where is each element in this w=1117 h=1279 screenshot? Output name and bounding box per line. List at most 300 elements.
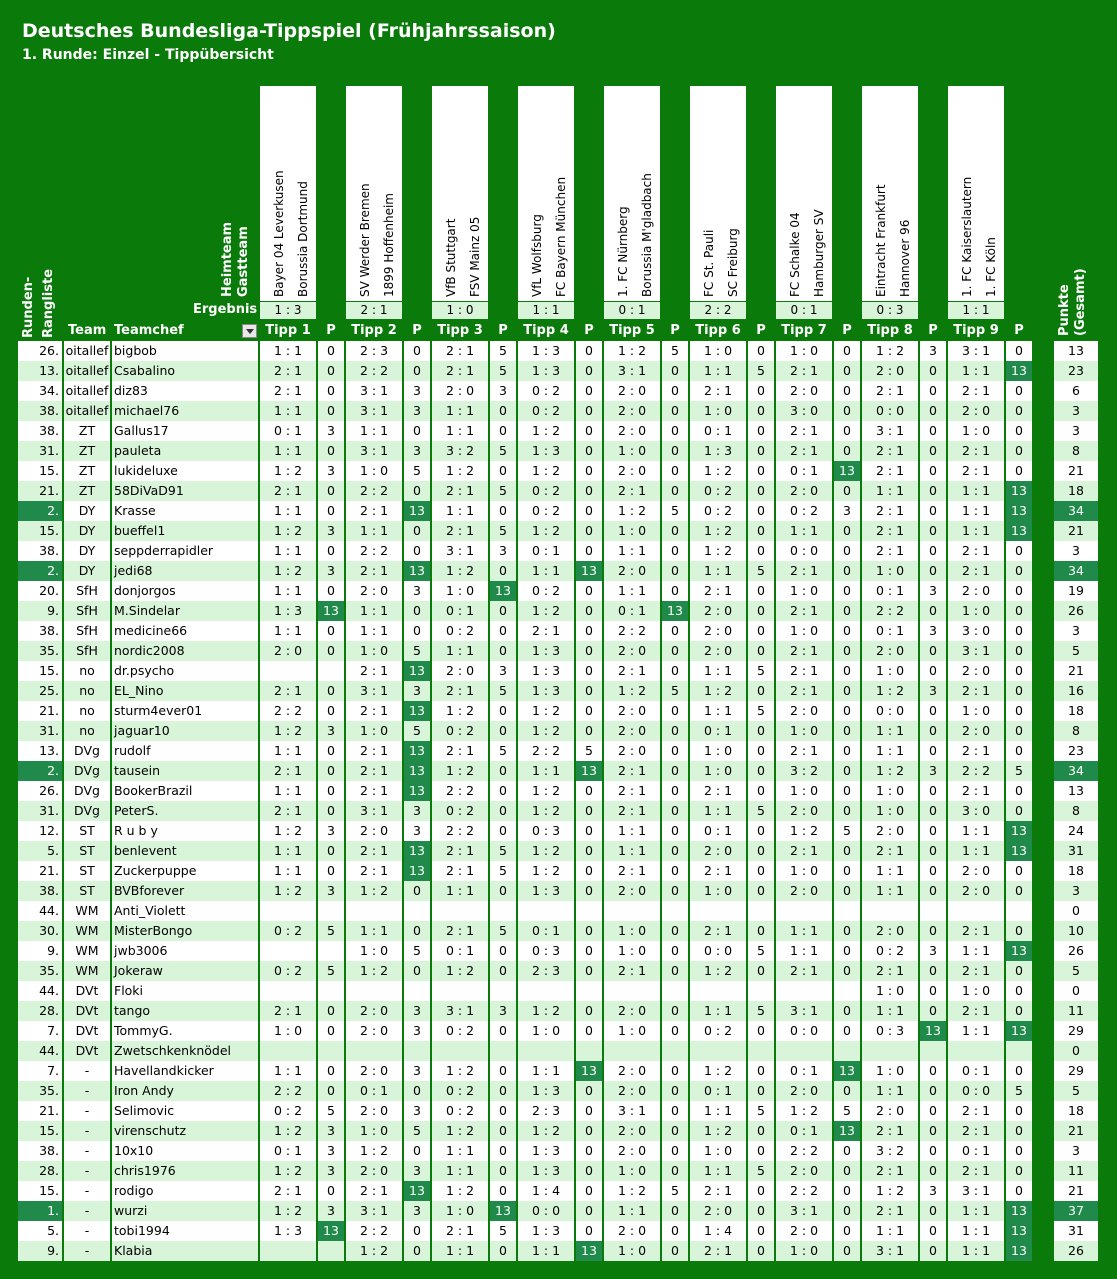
team-cell: oitallef bbox=[64, 401, 110, 421]
points-cell: 0 bbox=[748, 841, 774, 861]
points-cell: 0 bbox=[748, 1061, 774, 1081]
tipp-cell: 2 : 1 bbox=[604, 661, 660, 681]
points-cell: 3 bbox=[920, 941, 946, 961]
points-cell: 0 bbox=[1006, 881, 1032, 901]
tipp-cell: 1 : 2 bbox=[260, 1201, 316, 1221]
team-cell: DY bbox=[64, 521, 110, 541]
tipp-cell bbox=[260, 661, 316, 681]
tipp-cell: 1 : 1 bbox=[346, 621, 402, 641]
tipp-cell: 1 : 1 bbox=[260, 401, 316, 421]
rank-cell: 15. bbox=[18, 661, 62, 681]
total-points-cell: 34 bbox=[1054, 561, 1098, 581]
points-cell: 0 bbox=[748, 601, 774, 621]
points-cell: 0 bbox=[318, 761, 344, 781]
tipp-cell: 1 : 1 bbox=[948, 521, 1004, 541]
teamchef-cell: medicine66 bbox=[112, 621, 258, 641]
teamchef-cell: Havellandkicker bbox=[112, 1061, 258, 1081]
team-cell: DVt bbox=[64, 1041, 110, 1061]
table-row bbox=[18, 441, 1098, 461]
tipp-cell: 2 : 1 bbox=[948, 781, 1004, 801]
tipp-cell: 1 : 2 bbox=[518, 421, 574, 441]
away-team-name: FC Bayern München bbox=[554, 176, 568, 297]
points-cell bbox=[748, 1041, 774, 1061]
tipp-cell: 0 : 0 bbox=[862, 401, 918, 421]
team-cell: no bbox=[64, 681, 110, 701]
points-cell: 5 bbox=[404, 461, 430, 481]
tipp-cell: 3 : 1 bbox=[346, 441, 402, 461]
tipp-cell: 2 : 2 bbox=[346, 541, 402, 561]
rank-cell: 25. bbox=[18, 681, 62, 701]
points-cell: 3 bbox=[404, 441, 430, 461]
tipp-cell: 1 : 0 bbox=[604, 441, 660, 461]
tipp-cell: 0 : 2 bbox=[862, 941, 918, 961]
total-points-cell: 5 bbox=[1054, 1081, 1098, 1101]
teamchef-cell: PeterS. bbox=[112, 801, 258, 821]
tipp-cell: 1 : 2 bbox=[690, 1061, 746, 1081]
teamchef-cell: dr.psycho bbox=[112, 661, 258, 681]
tipp-cell bbox=[518, 981, 574, 1001]
rank-cell: 21. bbox=[18, 1101, 62, 1121]
points-cell: 0 bbox=[748, 501, 774, 521]
tipp-cell: 1 : 2 bbox=[518, 601, 574, 621]
tipp-cell: 0 : 1 bbox=[346, 1081, 402, 1101]
tipp-cell: 2 : 2 bbox=[518, 741, 574, 761]
rank-cell: 7. bbox=[18, 1021, 62, 1041]
tipp-cell: 1 : 2 bbox=[690, 961, 746, 981]
points-cell: 0 bbox=[834, 701, 860, 721]
ergebnis-label: Ergebnis bbox=[193, 302, 258, 317]
points-cell: 0 bbox=[834, 1241, 860, 1261]
tipp-cell: 3 : 1 bbox=[432, 541, 488, 561]
points-cell: 0 bbox=[748, 741, 774, 761]
tipp-cell bbox=[432, 901, 488, 921]
points-cell: 0 bbox=[662, 1081, 688, 1101]
team-cell: WM bbox=[64, 921, 110, 941]
total-points-cell: 16 bbox=[1054, 681, 1098, 701]
tipp-cell: 2 : 0 bbox=[604, 1121, 660, 1141]
points-cell: 0 bbox=[834, 1141, 860, 1161]
points-cell: 0 bbox=[920, 401, 946, 421]
table-row bbox=[18, 1101, 1098, 1121]
points-cell bbox=[662, 981, 688, 1001]
home-team-name: 1. FC Nürnberg bbox=[616, 206, 630, 297]
game-result: 0 : 1 bbox=[776, 302, 832, 319]
points-cell: 13 bbox=[404, 561, 430, 581]
tipp-cell: 3 : 1 bbox=[948, 641, 1004, 661]
points-cell: 0 bbox=[318, 801, 344, 821]
tipp-cell: 1 : 0 bbox=[690, 761, 746, 781]
tipp-cell: 2 : 1 bbox=[776, 641, 832, 661]
tipp-cell: 0 : 2 bbox=[260, 1101, 316, 1121]
game-result: 1 : 1 bbox=[518, 302, 574, 319]
tipp-cell bbox=[346, 901, 402, 921]
total-points-cell: 5 bbox=[1054, 961, 1098, 981]
points-cell: 0 bbox=[748, 1021, 774, 1041]
total-points-cell: 13 bbox=[1054, 781, 1098, 801]
teamchef-filter-dropdown-button[interactable] bbox=[242, 324, 257, 338]
points-cell: 0 bbox=[576, 481, 602, 501]
points-column-header: P bbox=[412, 323, 422, 338]
tipp-cell: 1 : 0 bbox=[948, 701, 1004, 721]
tipp-cell: 3 : 1 bbox=[776, 1001, 832, 1021]
home-team-name: FC St. Pauli bbox=[702, 229, 716, 297]
table-row bbox=[18, 981, 1098, 1001]
tipp-cell: 1 : 1 bbox=[432, 1241, 488, 1261]
table-row bbox=[18, 1121, 1098, 1141]
points-cell: 0 bbox=[318, 361, 344, 381]
points-cell: 3 bbox=[404, 581, 430, 601]
team-cell: ST bbox=[64, 821, 110, 841]
rank-cell: 38. bbox=[18, 541, 62, 561]
tipp-cell: 2 : 1 bbox=[948, 741, 1004, 761]
points-cell: 0 bbox=[576, 841, 602, 861]
tipp-cell: 2 : 0 bbox=[346, 1161, 402, 1181]
teamchef-cell: donjorgos bbox=[112, 581, 258, 601]
points-cell: 0 bbox=[576, 781, 602, 801]
tipp-cell: 1 : 0 bbox=[346, 721, 402, 741]
points-cell: 0 bbox=[920, 721, 946, 741]
points-cell: 5 bbox=[404, 641, 430, 661]
points-cell: 0 bbox=[404, 341, 430, 361]
points-cell: 0 bbox=[1006, 681, 1032, 701]
team-cell: DVg bbox=[64, 741, 110, 761]
tipp-cell: 1 : 2 bbox=[260, 821, 316, 841]
team-cell: SfH bbox=[64, 641, 110, 661]
tipp-cell: 2 : 0 bbox=[604, 641, 660, 661]
points-cell: 5 bbox=[748, 561, 774, 581]
points-cell: 0 bbox=[834, 621, 860, 641]
points-cell: 0 bbox=[576, 641, 602, 661]
away-team-name: Hamburger SV bbox=[812, 209, 826, 297]
table-row bbox=[18, 1041, 1098, 1061]
tipp-cell: 2 : 1 bbox=[690, 581, 746, 601]
tipp-cell: 1 : 0 bbox=[862, 801, 918, 821]
tipp-cell: 1 : 1 bbox=[260, 581, 316, 601]
tipp-cell: 2 : 1 bbox=[432, 481, 488, 501]
points-cell: 0 bbox=[748, 521, 774, 541]
points-cell: 0 bbox=[920, 861, 946, 881]
points-cell: 3 bbox=[318, 721, 344, 741]
teamchef-cell: tobi1994 bbox=[112, 1221, 258, 1241]
points-cell: 13 bbox=[834, 1061, 860, 1081]
tipp-cell: 2 : 0 bbox=[604, 721, 660, 741]
heimteam-label: Heimteam bbox=[220, 221, 235, 297]
points-cell bbox=[576, 981, 602, 1001]
points-cell: 0 bbox=[920, 1081, 946, 1101]
tipp-cell: 1 : 2 bbox=[346, 961, 402, 981]
tipp-cell bbox=[518, 1041, 574, 1061]
team-cell: DVg bbox=[64, 801, 110, 821]
tipp-cell: 2 : 0 bbox=[776, 1221, 832, 1241]
rank-cell: 38. bbox=[18, 881, 62, 901]
tipp-cell: 2 : 1 bbox=[432, 1221, 488, 1241]
tipp-cell: 1 : 1 bbox=[260, 541, 316, 561]
tipp-cell bbox=[260, 941, 316, 961]
tipp-cell: 2 : 0 bbox=[776, 1081, 832, 1101]
tipp-cell: 0 : 2 bbox=[432, 1081, 488, 1101]
points-cell: 13 bbox=[404, 781, 430, 801]
points-cell: 0 bbox=[318, 1021, 344, 1041]
tipp-cell: 2 : 0 bbox=[690, 601, 746, 621]
points-cell: 0 bbox=[834, 801, 860, 821]
points-cell: 0 bbox=[748, 881, 774, 901]
tipp-cell: 1 : 3 bbox=[518, 641, 574, 661]
tipp-cell: 0 : 2 bbox=[432, 721, 488, 741]
points-cell: 0 bbox=[834, 341, 860, 361]
tipp-cell: 2 : 0 bbox=[776, 381, 832, 401]
table-row bbox=[18, 721, 1098, 741]
points-cell: 0 bbox=[1006, 721, 1032, 741]
tipp-cell: 2 : 1 bbox=[862, 1121, 918, 1141]
table-row bbox=[18, 781, 1098, 801]
points-cell: 0 bbox=[576, 721, 602, 741]
tipp-cell: 3 : 1 bbox=[346, 681, 402, 701]
points-cell: 5 bbox=[1006, 761, 1032, 781]
tipp-cell bbox=[776, 981, 832, 1001]
tipp-cell: 1 : 0 bbox=[862, 1061, 918, 1081]
points-cell: 0 bbox=[1006, 581, 1032, 601]
points-cell: 0 bbox=[920, 741, 946, 761]
teamchef-cell: MisterBongo bbox=[112, 921, 258, 941]
team-cell: - bbox=[64, 1061, 110, 1081]
points-cell: 3 bbox=[490, 381, 516, 401]
tipp-cell: 1 : 2 bbox=[432, 701, 488, 721]
tipp-cell: 1 : 1 bbox=[604, 1201, 660, 1221]
team-cell: no bbox=[64, 721, 110, 741]
points-cell: 0 bbox=[920, 1161, 946, 1181]
tipp-cell: 1 : 2 bbox=[518, 861, 574, 881]
tipp-cell: 2 : 0 bbox=[862, 1101, 918, 1121]
points-cell: 13 bbox=[576, 1241, 602, 1261]
team-cell: - bbox=[64, 1181, 110, 1201]
tipp-cell: 2 : 1 bbox=[948, 441, 1004, 461]
points-cell: 0 bbox=[920, 541, 946, 561]
points-cell: 0 bbox=[318, 381, 344, 401]
points-cell: 0 bbox=[834, 921, 860, 941]
tipp-cell: 1 : 2 bbox=[862, 681, 918, 701]
tipp-cell: 3 : 2 bbox=[776, 761, 832, 781]
tipp-cell: 1 : 2 bbox=[260, 561, 316, 581]
tipp-cell: 0 : 1 bbox=[690, 821, 746, 841]
points-cell: 3 bbox=[490, 541, 516, 561]
tipp-cell: 1 : 2 bbox=[690, 681, 746, 701]
tipp-cell: 1 : 3 bbox=[690, 441, 746, 461]
points-cell: 0 bbox=[490, 941, 516, 961]
game-result: 1 : 0 bbox=[432, 302, 488, 319]
points-cell: 0 bbox=[920, 521, 946, 541]
points-cell: 0 bbox=[490, 1021, 516, 1041]
tipp-cell: 2 : 0 bbox=[690, 641, 746, 661]
total-points-cell: 21 bbox=[1054, 1121, 1098, 1141]
tipp-cell: 2 : 0 bbox=[948, 661, 1004, 681]
points-cell: 0 bbox=[318, 501, 344, 521]
tipp-cell: 1 : 0 bbox=[346, 1121, 402, 1141]
points-cell: 0 bbox=[490, 401, 516, 421]
points-cell: 0 bbox=[834, 861, 860, 881]
tipp-cell: 2 : 0 bbox=[604, 1141, 660, 1161]
points-cell: 0 bbox=[404, 421, 430, 441]
total-points-cell: 18 bbox=[1054, 481, 1098, 501]
rank-cell: 13. bbox=[18, 741, 62, 761]
tipp-cell: 1 : 1 bbox=[948, 941, 1004, 961]
rank-cell: 21. bbox=[18, 481, 62, 501]
tipp-cell: 2 : 0 bbox=[690, 1201, 746, 1221]
points-cell: 13 bbox=[576, 761, 602, 781]
points-cell: 0 bbox=[404, 1141, 430, 1161]
points-cell: 0 bbox=[576, 701, 602, 721]
teamchef-cell: M.Sindelar bbox=[112, 601, 258, 621]
team-cell: DVt bbox=[64, 1001, 110, 1021]
tipp-cell: 2 : 0 bbox=[604, 1061, 660, 1081]
teamchef-cell: Gallus17 bbox=[112, 421, 258, 441]
tipp-cell: 2 : 0 bbox=[604, 701, 660, 721]
tipp-cell: 2 : 1 bbox=[346, 561, 402, 581]
points-cell: 0 bbox=[834, 841, 860, 861]
tipp-cell bbox=[690, 1041, 746, 1061]
points-cell bbox=[490, 981, 516, 1001]
game-result: 2 : 1 bbox=[346, 302, 402, 319]
tipp-cell: 2 : 1 bbox=[260, 481, 316, 501]
tipp-cell: 2 : 1 bbox=[862, 961, 918, 981]
points-cell: 13 bbox=[662, 601, 688, 621]
tipp-cell: 2 : 2 bbox=[948, 761, 1004, 781]
points-cell: 0 bbox=[834, 521, 860, 541]
points-cell: 0 bbox=[318, 701, 344, 721]
tipp-cell: 1 : 2 bbox=[518, 781, 574, 801]
tipp-cell: 1 : 0 bbox=[604, 1021, 660, 1041]
tipp-cell: 2 : 1 bbox=[604, 761, 660, 781]
tipp-cell: 0 : 0 bbox=[862, 701, 918, 721]
points-cell: 0 bbox=[490, 1121, 516, 1141]
tipp-cell: 1 : 2 bbox=[518, 841, 574, 861]
points-column-header: P bbox=[584, 323, 594, 338]
points-cell: 0 bbox=[834, 961, 860, 981]
tipp-cell: 3 : 1 bbox=[862, 1241, 918, 1261]
tipp-cell: 1 : 0 bbox=[346, 461, 402, 481]
team-cell: SfH bbox=[64, 601, 110, 621]
tipp-cell: 2 : 1 bbox=[776, 441, 832, 461]
points-cell: 0 bbox=[1006, 781, 1032, 801]
points-cell: 0 bbox=[920, 1241, 946, 1261]
points-cell: 0 bbox=[576, 1201, 602, 1221]
points-cell: 13 bbox=[1006, 521, 1032, 541]
tipp-cell: 1 : 0 bbox=[948, 601, 1004, 621]
tipp-cell: 1 : 1 bbox=[948, 821, 1004, 841]
tipp-cell: 2 : 2 bbox=[776, 1141, 832, 1161]
total-points-cell: 0 bbox=[1054, 901, 1098, 921]
home-team-name: 1. FC Kaiserslautern bbox=[960, 176, 974, 297]
points-cell: 13 bbox=[920, 1021, 946, 1041]
team-cell: oitallef bbox=[64, 381, 110, 401]
tipp-cell: 3 : 1 bbox=[862, 421, 918, 441]
tipp-cell: 2 : 3 bbox=[518, 1101, 574, 1121]
table-row bbox=[18, 561, 1098, 581]
points-cell: 0 bbox=[834, 1001, 860, 1021]
points-cell: 0 bbox=[576, 341, 602, 361]
points-cell: 0 bbox=[318, 1081, 344, 1101]
points-cell: 0 bbox=[748, 1181, 774, 1201]
total-points-cell: 6 bbox=[1054, 381, 1098, 401]
tipp-cell: 1 : 0 bbox=[604, 1241, 660, 1261]
rank-cell: 21. bbox=[18, 701, 62, 721]
tipp-cell: 1 : 2 bbox=[518, 721, 574, 741]
rank-cell: 35. bbox=[18, 961, 62, 981]
tipp-cell: 1 : 1 bbox=[948, 841, 1004, 861]
points-cell: 0 bbox=[576, 661, 602, 681]
tipp-cell: 2 : 1 bbox=[690, 1241, 746, 1261]
total-points-cell: 3 bbox=[1054, 1141, 1098, 1161]
points-cell: 3 bbox=[318, 461, 344, 481]
tipp-cell: 0 : 2 bbox=[518, 481, 574, 501]
tipp-cell: 2 : 1 bbox=[346, 741, 402, 761]
points-column-header: P bbox=[326, 323, 336, 338]
team-cell: - bbox=[64, 1101, 110, 1121]
away-team-name: Borussia M'gladbach bbox=[640, 173, 654, 297]
tipp-cell: 2 : 0 bbox=[432, 381, 488, 401]
points-cell: 0 bbox=[490, 641, 516, 661]
points-cell: 0 bbox=[662, 921, 688, 941]
points-cell bbox=[1006, 901, 1032, 921]
tipp-cell: 0 : 1 bbox=[690, 1081, 746, 1101]
points-cell: 0 bbox=[662, 1121, 688, 1141]
points-cell: 13 bbox=[490, 1201, 516, 1221]
table-row bbox=[18, 1221, 1098, 1241]
tipp-cell: 2 : 1 bbox=[776, 681, 832, 701]
points-cell: 0 bbox=[1006, 1121, 1032, 1141]
points-column-header: P bbox=[756, 323, 766, 338]
teamchef-cell: tango bbox=[112, 1001, 258, 1021]
home-team-name: VfL Wolfsburg bbox=[530, 214, 544, 297]
points-cell: 0 bbox=[1006, 1141, 1032, 1161]
table-row bbox=[18, 921, 1098, 941]
points-cell: 0 bbox=[662, 641, 688, 661]
tipp-cell: 2 : 1 bbox=[948, 1001, 1004, 1021]
teamchef-cell: jedi68 bbox=[112, 561, 258, 581]
teamchef-cell: wurzi bbox=[112, 1201, 258, 1221]
tipp-cell: 1 : 1 bbox=[948, 481, 1004, 501]
tipp-cell: 1 : 2 bbox=[862, 341, 918, 361]
rank-cell: 7. bbox=[18, 1061, 62, 1081]
tipp-cell: 1 : 0 bbox=[776, 1241, 832, 1261]
points-cell: 0 bbox=[662, 1001, 688, 1021]
points-cell: 0 bbox=[662, 721, 688, 741]
points-cell: 0 bbox=[490, 1141, 516, 1161]
teamchef-cell: Iron Andy bbox=[112, 1081, 258, 1101]
points-cell: 0 bbox=[576, 1121, 602, 1141]
table-row bbox=[18, 661, 1098, 681]
points-cell bbox=[490, 901, 516, 921]
total-points-cell: 34 bbox=[1054, 761, 1098, 781]
team-cell: no bbox=[64, 701, 110, 721]
tipp-cell: 0 : 1 bbox=[776, 1061, 832, 1081]
tipp-cell: 1 : 1 bbox=[260, 341, 316, 361]
tipp-cell: 2 : 1 bbox=[948, 681, 1004, 701]
tipp-cell: 2 : 0 bbox=[346, 1101, 402, 1121]
tipp-cell: 1 : 1 bbox=[690, 561, 746, 581]
teamchef-cell: nordic2008 bbox=[112, 641, 258, 661]
tipp-cell: 0 : 1 bbox=[862, 581, 918, 601]
points-cell: 0 bbox=[662, 1101, 688, 1121]
points-cell: 0 bbox=[576, 521, 602, 541]
rank-cell: 28. bbox=[18, 1001, 62, 1021]
tipp-cell bbox=[260, 1041, 316, 1061]
points-cell: 0 bbox=[920, 1141, 946, 1161]
tipp-cell: 2 : 0 bbox=[604, 421, 660, 441]
rank-cell: 9. bbox=[18, 601, 62, 621]
points-cell: 0 bbox=[490, 821, 516, 841]
tipp-cell: 1 : 0 bbox=[690, 341, 746, 361]
team-cell: ST bbox=[64, 881, 110, 901]
